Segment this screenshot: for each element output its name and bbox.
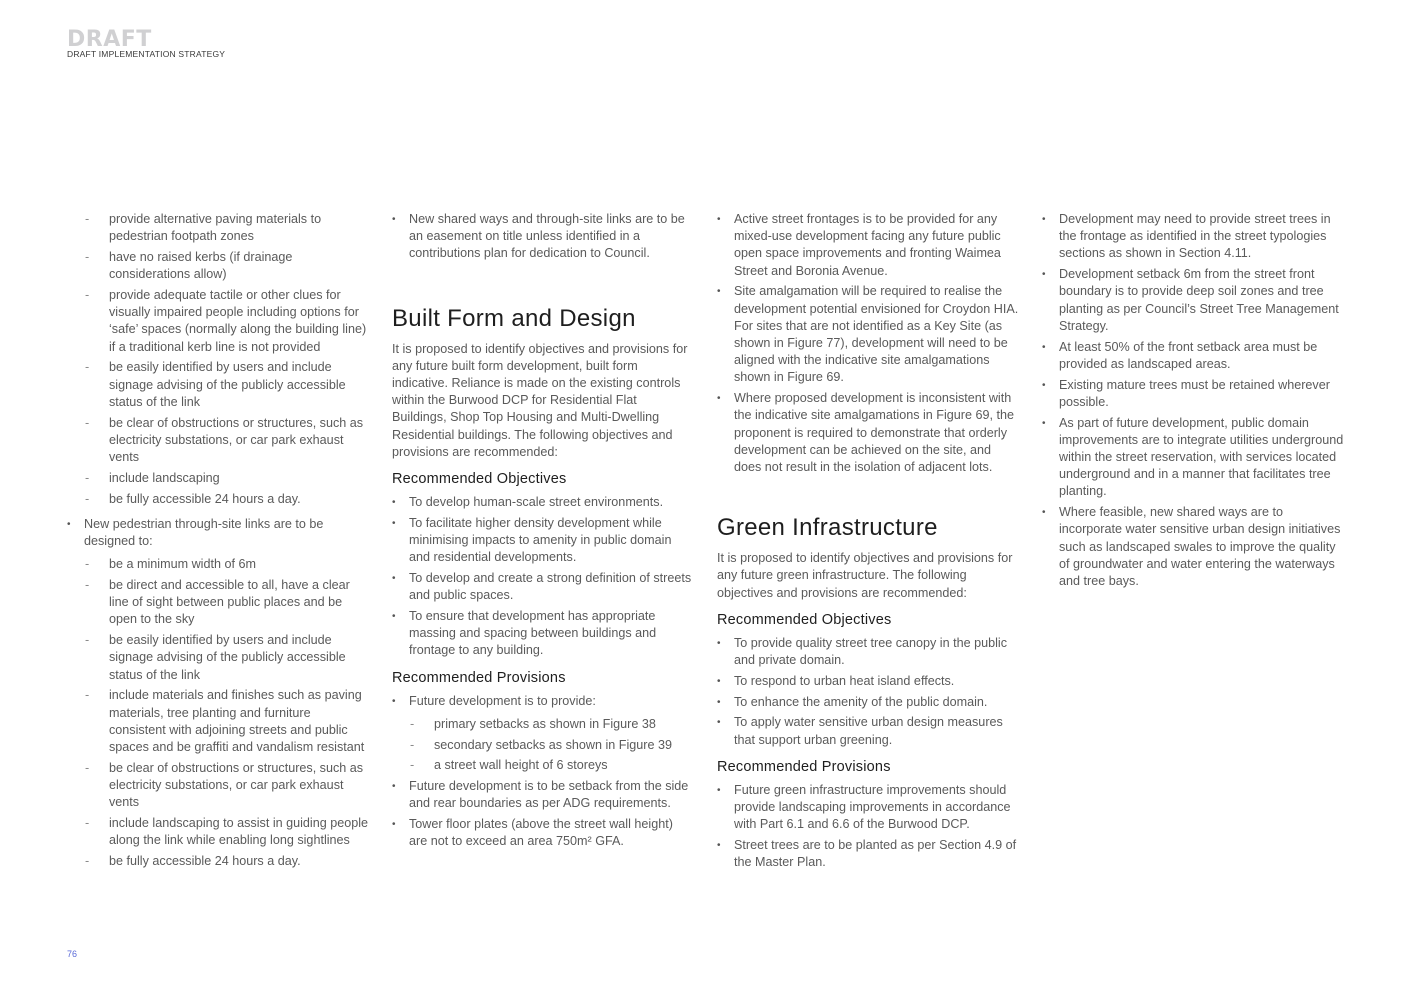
- objectives-heading: Recommended Objectives: [717, 611, 892, 628]
- list-item: - secondary setbacks as shown in Figure 39: [392, 737, 694, 754]
- bullet-marker: •: [1042, 341, 1046, 353]
- list-item: - be fully accessible 24 hours a day.: [67, 853, 369, 870]
- built-form-intro: It is proposed to identify objectives and provisions for any future built form development, built form indicative. Reliance is made on the existing controls within the Burwood DCP for Residential Flat Buildings, Shop Top Housing and Multi-Dwelling Residential buildings. The following objectives and provisions are recommended:: [392, 341, 688, 459]
- list-item: • Future development is to be setback from the side and rear boundaries as per ADG requirements.: [392, 779, 689, 811]
- list-item: • Future green infrastructure improvements should provide landscaping improvements in accordance with Part 6.1 and 6.6 of the Burwood DCP.: [717, 782, 1011, 832]
- draft-watermark: DRAFT: [67, 27, 152, 52]
- dash-marker: -: [410, 737, 415, 752]
- list-item: - include landscaping: [67, 470, 369, 487]
- green-infrastructure-intro: It is proposed to identify objectives and provisions for any future green infrastructure. The following objectives and provisions are recommended:: [717, 551, 1013, 600]
- bullet-marker: •: [392, 214, 396, 225]
- bullet-marker: •: [1042, 214, 1046, 225]
- dash-marker: -: [85, 578, 90, 593]
- green-objectives-list: [717, 635, 1019, 749]
- bullet-marker: •: [717, 286, 721, 298]
- site-development-list: [717, 211, 1019, 476]
- bullet-marker: •: [392, 573, 396, 585]
- list-item: • New pedestrian through-site links are to be designed to: - be a minimum width of 6m - be direct and accessible to all, have a clear line of sight between public places and be open to the sky - be easily identified by users and include signage advising of the publicly accessible status of the link - include materials and finishes such as paving materials, tree planting and furniture consistent with adjoining streets and public spaces and be graffiti and vandalism resistant - be clear of obstructions or structures, such as electricity substations, or car park exhaust vents - include landscaping to assist in guiding people along the link while enabling long sightlines - be fully accessible 24 hours a day.: [67, 516, 369, 870]
- list-item: - be fully accessible 24 hours a day.: [67, 491, 369, 508]
- list-item: - be clear of obstructions or structures, such as electricity substations, or car park exhaust vents: [85, 415, 364, 465]
- bullet-marker: •: [392, 695, 396, 707]
- list-item: • To enhance the amenity of the public domain.: [717, 694, 1019, 711]
- list-item: • Existing mature trees must be retained wherever possible.: [1042, 377, 1330, 409]
- list-item: • Tower floor plates (above the street wall height) are not to exceed an area 750m² GFA.: [392, 817, 673, 849]
- list-item: - be direct and accessible to all, have a clear line of sight between public places and be open to the sky: [85, 578, 350, 627]
- list-item: - be easily identified by users and include signage advising of the publicly accessible status of the link: [85, 360, 346, 409]
- dash-marker: -: [85, 288, 90, 302]
- dash-marker: -: [85, 688, 90, 703]
- list-item: - provide adequate tactile or other clues for visually impaired people including options for ‘safe’ spaces (normally along the building line) if a traditional kerb line is not provided: [85, 288, 367, 354]
- bullet-marker: •: [1042, 269, 1046, 281]
- bullet-marker: •: [392, 819, 396, 831]
- dash-marker: -: [85, 633, 90, 648]
- list-item: - provide alternative paving materials to pedestrian footpath zones: [85, 212, 322, 244]
- bullet-marker: •: [717, 637, 721, 649]
- list-item: • To facilitate higher density development while minimising impacts to amenity in public domain and residential developments.: [392, 515, 672, 565]
- dash-marker: -: [85, 470, 90, 485]
- list-item: - a street wall height of 6 storeys: [392, 757, 694, 774]
- bullet-marker: •: [717, 675, 721, 687]
- list-item: • Where feasible, new shared ways are to incorporate water sensitive urban design initiatives such as landscaped swales to improve the quality of groundwater and water entering the waterways and tree bays.: [1042, 505, 1341, 589]
- dash-marker: -: [85, 760, 90, 775]
- list-item: - be a minimum width of 6m: [67, 556, 369, 573]
- bullet-marker: •: [717, 840, 721, 852]
- built-form-provisions-list: [392, 693, 694, 851]
- list-item: • Development may need to provide street trees in the frontage as identified in the street typologies sections as shown in Section 4.11.: [1042, 212, 1331, 261]
- list-item: • To ensure that development has appropriate massing and spacing between buildings and frontage to any building.: [392, 609, 657, 658]
- list-item: • Development setback 6m from the street front boundary is to provide deep soil zones and tree planting as per Council’s Street Tree Management Strategy.: [1042, 267, 1339, 333]
- bullet-marker: •: [392, 497, 396, 509]
- objectives-heading: Recommended Objectives: [392, 471, 567, 488]
- bullet-marker: •: [1042, 417, 1046, 429]
- section-title-built-form: Built Form and Design: [392, 304, 636, 332]
- dash-marker: -: [85, 212, 90, 226]
- list-item: • Site amalgamation will be required to realise the development potential envisioned for Croydon HIA. For sites that are not identified as a Key Site (as shown in Figure 77), development will need to be aligned with the indicative site amalgamations shown in Figure 69.: [717, 284, 1019, 385]
- bullet-marker: •: [717, 784, 721, 796]
- list-item: • Future development is to provide: - primary setbacks as shown in Figure 38 - secondary setbacks as shown in Figure 39 - a street wall height of 6 storeys: [392, 693, 694, 775]
- dash-marker: -: [85, 250, 90, 264]
- built-form-objectives-list: [392, 494, 694, 660]
- provisions-heading: Recommended Provisions: [392, 669, 566, 686]
- list-item: • To provide quality street tree canopy in the public and private domain.: [717, 635, 1008, 668]
- dash-marker: -: [85, 360, 90, 375]
- dash-marker: -: [85, 491, 90, 506]
- setback-requirements-list: [392, 716, 694, 775]
- green-provisions-list: [717, 782, 1019, 872]
- column-3: [717, 211, 1019, 875]
- dash-marker: -: [410, 716, 415, 731]
- bullet-marker: •: [717, 696, 721, 708]
- bullet-marker: •: [1042, 379, 1046, 391]
- list-item: • To develop human-scale street environments.: [392, 494, 694, 511]
- list-item: - primary setbacks as shown in Figure 38: [392, 716, 694, 733]
- column-2: [392, 211, 694, 854]
- bullet-marker: •: [392, 611, 396, 623]
- pedestrian-requirements-list: [67, 556, 369, 870]
- list-item: • At least 50% of the front setback area must be provided as landscaped areas.: [1042, 339, 1318, 371]
- dash-marker: -: [85, 415, 90, 430]
- bullet-marker: •: [392, 781, 396, 793]
- shared-ways-easement-list: [392, 211, 694, 263]
- bullet-marker: •: [717, 717, 721, 729]
- list-item: - include landscaping to assist in guiding people along the link while enabling long sightlines: [85, 816, 369, 848]
- list-item: - have no raised kerbs (if drainage considerations allow): [85, 250, 293, 282]
- bullet-marker: •: [1042, 507, 1046, 519]
- list-item: - include materials and finishes such as paving materials, tree planting and furniture consistent with adjoining streets and public spaces and be graffiti and vandalism resistant: [85, 688, 365, 755]
- list-item: • Where proposed development is inconsistent with the indicative site amalgamations in Figure 69, the proponent is required to demonstrate that orderly development can be achieved on the site, and does not result in the isolation of adjacent lots.: [717, 391, 1015, 475]
- column-1: [67, 211, 369, 874]
- bullet-marker: •: [717, 214, 721, 225]
- list-item: - be clear of obstructions or structures, such as electricity substations, or car park exhaust vents: [85, 760, 364, 810]
- shared-way-requirements-list: [67, 211, 369, 508]
- list-item: • As part of future development, public domain improvements are to integrate utilities underground within the street reservation, with services located underground and in a manner that facilitates tree planting.: [1042, 415, 1344, 499]
- list-item: • To respond to urban heat island effects.: [717, 673, 1019, 690]
- list-item: • To develop and create a strong definition of streets and public spaces.: [392, 571, 692, 603]
- list-item: • To apply water sensitive urban design measures that support urban greening.: [717, 715, 1003, 747]
- dash-marker: -: [85, 557, 90, 572]
- list-item: • Street trees are to be planted as per Section 4.9 of the Master Plan.: [717, 838, 1017, 870]
- bullet-marker: •: [392, 517, 396, 529]
- list-item: • Active street frontages is to be provided for any mixed-use development facing any future public open space improvements and fronting Waimea Street and Boronia Avenue.: [717, 212, 1001, 278]
- document-title: DRAFT IMPLEMENTATION STRATEGY: [67, 49, 226, 59]
- dash-marker: -: [85, 854, 90, 869]
- provisions-heading: Recommended Provisions: [717, 758, 891, 775]
- pedestrian-links-list: [67, 516, 369, 870]
- page-header: [67, 27, 226, 59]
- bullet-marker: •: [717, 393, 721, 405]
- page-number: 76: [67, 949, 78, 959]
- bullet-marker: •: [67, 518, 71, 530]
- dash-marker: -: [410, 758, 415, 773]
- list-item: • New shared ways and through-site links are to be an easement on title unless identified in a contributions plan for dedication to Council.: [392, 212, 685, 261]
- street-tree-provisions-list: [1042, 211, 1344, 590]
- column-4: [1042, 211, 1344, 594]
- dash-marker: -: [85, 816, 90, 831]
- section-title-green-infrastructure: Green Infrastructure: [717, 514, 938, 542]
- list-item: - be easily identified by users and include signage advising of the publicly accessible status of the link: [85, 633, 346, 682]
